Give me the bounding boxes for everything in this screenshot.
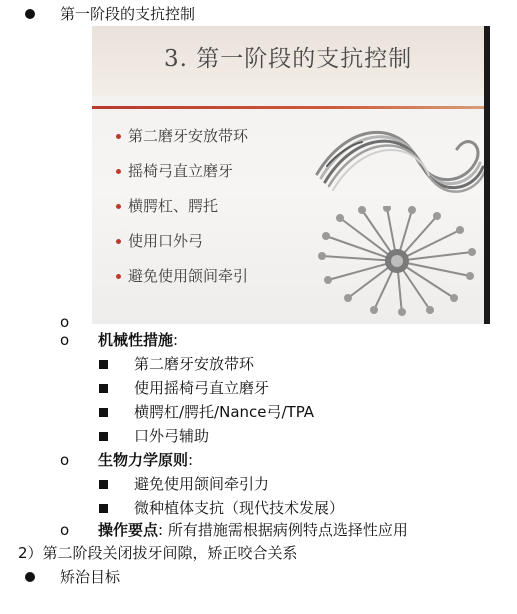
square-bullet	[99, 408, 108, 417]
slide-bullet	[116, 169, 121, 174]
slide-title: 3. 第一阶段的支抗控制	[164, 46, 413, 72]
circle-bullet: o	[60, 331, 70, 349]
slide-bullet	[116, 274, 121, 279]
mechanical-label: 机械性措施	[98, 331, 174, 349]
slide-item: 摇椅弓直立磨牙	[128, 162, 234, 180]
operation-line	[98, 520, 408, 540]
operation-label: 操作要点	[98, 521, 159, 539]
circle-bullet: o	[60, 313, 70, 331]
biomech-item: 避免使用颌间牵引力	[134, 475, 270, 493]
square-bullet	[99, 384, 108, 393]
circle-bullet: o	[60, 521, 70, 539]
square-bullet	[99, 360, 108, 369]
operation-text: : 所有措施需根据病例特点选择性应用	[158, 521, 408, 539]
mechanical-item: 第二磨牙安放带环	[134, 355, 255, 373]
square-bullet	[99, 480, 108, 489]
slide-item: 横腭杠、腭托	[128, 197, 219, 215]
archwire-coil-image	[307, 104, 487, 214]
biomech-item: 微种植体支抗（现代技术发展）	[134, 499, 345, 517]
mechanical-item: 口外弓辅助	[134, 427, 210, 445]
mechanical-item: 横腭杠/腭托/Nance弓/TPA	[134, 403, 315, 421]
stage2-heading: 2）第二阶段关闭拔牙间隙，矫正咬合关系	[18, 544, 298, 562]
biomech-colon: :	[188, 451, 194, 469]
mechanical-colon: :	[173, 331, 179, 349]
square-bullet	[99, 504, 108, 513]
slide-item: 使用口外弓	[128, 232, 204, 250]
biomech-label: 生物力学原则	[98, 451, 189, 469]
slide-image	[92, 26, 490, 324]
spring-fan-image	[312, 206, 482, 316]
section-heading: 第一阶段的支抗控制	[60, 5, 196, 23]
goal-heading: 矫治目标	[60, 568, 121, 586]
mechanical-item: 使用摇椅弓直立磨牙	[134, 379, 270, 397]
slide-item: 第二磨牙安放带环	[128, 127, 249, 145]
slide-item: 避免使用颌间牵引	[128, 267, 249, 285]
slide-edge-shadow	[484, 26, 490, 324]
mechanical-heading	[98, 330, 178, 350]
bullet-dot	[25, 572, 35, 582]
slide-bullet	[116, 204, 121, 209]
bullet-dot	[25, 9, 35, 19]
square-bullet	[99, 432, 108, 441]
biomech-heading	[98, 450, 193, 470]
slide-bullet	[116, 134, 121, 139]
slide-bullet	[116, 239, 121, 244]
circle-bullet: o	[60, 451, 70, 469]
